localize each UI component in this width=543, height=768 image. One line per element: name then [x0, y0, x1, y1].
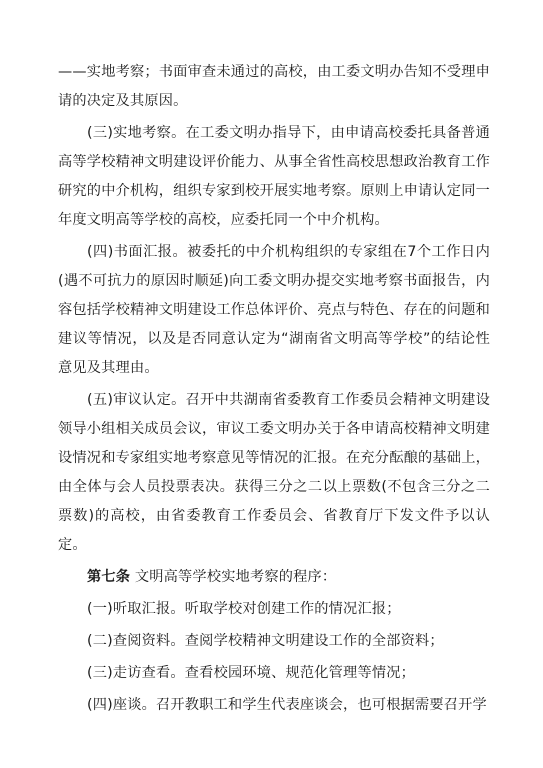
article-7-text: 文明高等学校实地考察的程序：	[130, 569, 337, 585]
step-visit-inspect: (三)走访查看。查看校园环境、规范化管理等情况；	[87, 665, 415, 681]
article-7-paragraph	[58, 563, 490, 592]
continuation-paragraph: ——实地考察；书面审查未通过的高校，由工委文明办告知不受理申请的决定及其原因。	[58, 64, 490, 109]
paragraph-site-inspection: (三)实地考察。在工委文明办指导下，由申请高校委托具备普通高等学校精神文明建设评价能力、从事全省性高校思想政治教育工作研究的中介机构，组织专家到校开展实地考察。原则上申请认定同一年度文明高等学校的高校，应委托同一个中介机构。	[58, 125, 490, 228]
step-symposium: (四)座谈。召开教职工和学生代表座谈会，也可根据需要召开学	[87, 697, 487, 713]
step-listen-report: (一)听取汇报。听取学校对创建工作的情况汇报；	[87, 601, 401, 617]
article-7-heading: 第七条	[87, 569, 131, 585]
paragraph-written-report: (四)书面汇报。被委托的中介机构组织的专家组在7个工作日内(遇不可抗力的原因时顺延)向工委文明办提交实地考察书面报告，内容包括学校精神文明建设工作总体评价、亮点与特色、存在的问题和建议等情况，以及是否同意认定为“湖南省文明高等学校”的结论性意见及其理由。	[58, 244, 490, 376]
paragraph-review-approval: (五)审议认定。召开中共湖南省委教育工作委员会精神文明建设领导小组相关成员会议，审议工委文明办关于各申请高校精神文明建设情况和专家组实地考察意见等情况的汇报。在充分酝酿的基础上，由全体与会人员投票表决。获得三分之二以上票数(不包含三分之二票数)的高校，由省委教育工作委员会、省教育厅下发文件予以认定。	[58, 392, 490, 553]
step-review-materials: (二)查阅资料。查阅学校精神文明建设工作的全部资料；	[87, 633, 444, 649]
document-body	[58, 58, 490, 720]
